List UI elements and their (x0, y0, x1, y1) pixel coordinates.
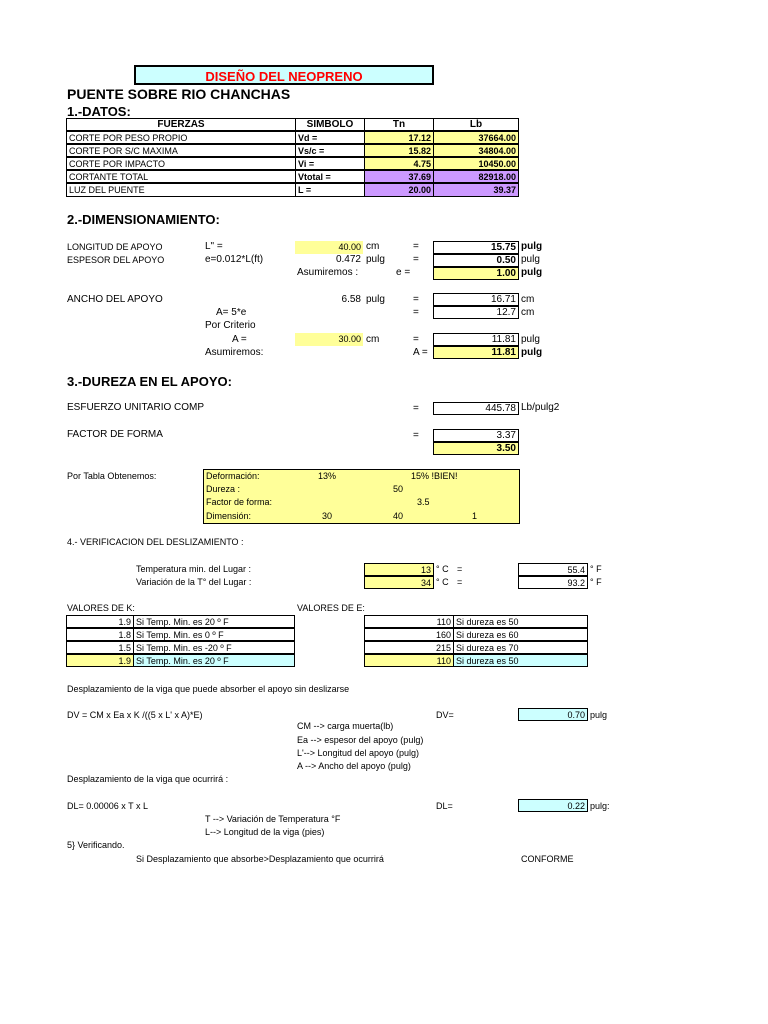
pulg-unit: pulg (521, 347, 543, 358)
fuerza-cell: CORTE POR IMPACTO (66, 157, 296, 170)
page-title: DISEÑO DEL NEOPRENO (205, 69, 363, 84)
fuerza-cell: CORTE POR S/C MAXIMA (66, 144, 296, 157)
unit-c: ° C (436, 564, 449, 574)
a5e-result: 12.7 (433, 306, 519, 319)
factor-forma-label: Factor de forma: (206, 497, 273, 507)
factor-forma-value: 3.5 (417, 497, 430, 507)
desp-absorbe-label: Desplazamiento de la viga que puede absorber el apoyo sin deslizarse (67, 684, 350, 694)
asumiremos2-label: Asumiremos: (205, 347, 264, 358)
dureza-value: 50 (393, 484, 404, 494)
dv-label: DV= (436, 710, 454, 720)
header-lb: Lb (433, 118, 519, 131)
desp-ocurrira-label: Desplazamiento de la viga que ocurrirá : (67, 774, 229, 784)
temp-var-label: Variación de la T° del Lugar : (136, 577, 252, 587)
deformacion-v1: 13% (318, 471, 337, 481)
espesor-label: ESPESOR DEL APOYO (67, 255, 165, 265)
unit-f: ° F (590, 564, 602, 574)
a-unit: cm (366, 334, 380, 345)
espesor-unit: pulg (366, 254, 385, 265)
k-value: 1.8 (66, 628, 134, 641)
equals-sign: = (413, 294, 419, 305)
esfuerzo-unit: Lb/pulg2 (521, 402, 560, 413)
k-value: 1.9 (66, 615, 134, 628)
longitud-value[interactable]: 40.00 (295, 241, 363, 254)
legend-t: T --> Variación de Temperatura °F (205, 814, 341, 824)
espesor-formula: e=0.012*L(ft) (205, 254, 264, 265)
e-value: 160 (364, 628, 454, 641)
dv-formula: DV = CM x Ea x K /((5 x L' x A)*E) (67, 710, 203, 720)
e-desc: Si dureza es 50 (453, 615, 588, 628)
asumiremos2-result[interactable]: 11.81 (433, 346, 519, 359)
equals-sign: = (413, 334, 419, 345)
cm-unit: cm (521, 294, 535, 305)
legend-a: A --> Ancho del apoyo (pulg) (297, 761, 411, 771)
equals-sign: = (457, 564, 463, 574)
dimension-value: 30 (322, 511, 333, 521)
verificando-label: 5} Verificando. (67, 840, 125, 850)
e-value: 110 (364, 615, 454, 628)
dureza-label: Dureza : (206, 484, 241, 494)
tabla-box (203, 469, 520, 524)
page-subtitle: PUENTE SOBRE RIO CHANCHAS (67, 86, 291, 102)
ancho-unit: pulg (366, 294, 385, 305)
legend-l: L'--> Longitud del apoyo (pulg) (297, 748, 420, 758)
dl-label: DL= (436, 801, 453, 811)
section2-heading: 2.-DIMENSIONAMIENTO: (67, 212, 220, 227)
k-desc: Si Temp. Min. es 0 º F (133, 628, 295, 641)
valores-k-label: VALORES DE K: (67, 603, 135, 613)
tn-cell[interactable]: 20.00 (364, 183, 434, 197)
temp-min-f: 55.4 (518, 563, 588, 576)
a-eq: A = (232, 334, 247, 345)
asumiremos-label: Asumiremos : (297, 267, 359, 278)
conforme-result: CONFORME (521, 854, 574, 864)
tabla-label: Por Tabla Obtenemos: (67, 471, 157, 481)
pulg-unit: pulg (521, 241, 543, 252)
factor-adopt[interactable]: 3.50 (433, 442, 519, 455)
cm-unit: cm (521, 307, 535, 318)
longitud-result: 15.75 (433, 241, 519, 254)
factor-result: 3.37 (433, 429, 519, 442)
dimension-value: 40 (393, 511, 404, 521)
header-simbolo: SIMBOLO (295, 118, 365, 131)
pulg-unit: pulg (521, 334, 540, 345)
equals-sign: = (413, 254, 419, 265)
unit-c: ° C (436, 577, 449, 587)
espesor-value: 0.472 (335, 254, 361, 265)
lb-cell[interactable]: 10450.00 (433, 157, 519, 170)
condicion-text: Si Desplazamiento que absorbe>Desplazamiento que ocurrirá (136, 854, 384, 864)
section3-heading: 3.-DUREZA EN EL APOYO: (67, 374, 232, 389)
unit-f: ° F (590, 577, 602, 587)
temp-var-c[interactable]: 34 (364, 576, 434, 589)
temp-var-f: 93.2 (518, 576, 588, 589)
valores-e-label: VALORES DE E: (297, 603, 365, 613)
k-value: 1.5 (66, 641, 134, 654)
lb-cell: 82918.00 (433, 170, 519, 183)
lb-cell: 39.37 (433, 183, 519, 197)
ancho-value: 6.58 (341, 294, 361, 305)
lb-cell[interactable]: 37664.00 (433, 131, 519, 144)
simbolo-cell: Vs/c = (295, 144, 365, 157)
a-value[interactable]: 30.00 (295, 333, 363, 346)
asumiremos2-a: A = (413, 347, 428, 358)
esfuerzo-result: 445.78 (433, 402, 519, 415)
asumiremos-e: e = (396, 267, 411, 278)
equals-sign: = (413, 430, 419, 441)
factor-label: FACTOR DE FORMA (67, 429, 163, 440)
asumiremos-result[interactable]: 1.00 (433, 267, 519, 280)
k-desc-selected: Si Temp. Min. es 20 º F (133, 654, 295, 667)
longitud-formula: L" = (205, 241, 223, 252)
deformacion-v2: 15% !BIEN! (411, 471, 458, 481)
dv-value: 0.70 (518, 708, 588, 721)
equals-sign: = (413, 241, 419, 252)
lb-cell[interactable]: 34804.00 (433, 144, 519, 157)
a-result: 11.81 (433, 333, 519, 346)
dv-unit: pulg (590, 710, 608, 720)
fuerza-cell: LUZ DEL PUENTE (66, 183, 296, 197)
k-value-selected[interactable]: 1.9 (66, 654, 134, 667)
e-value-selected[interactable]: 110 (364, 654, 454, 667)
fuerza-cell: CORTANTE TOTAL (66, 170, 296, 183)
por-criterio: Por Criterio (205, 320, 256, 331)
k-desc: Si Temp. Min. es 20 º F (133, 615, 295, 628)
fuerza-cell: CORTE POR PESO PROPIO (66, 131, 296, 144)
simbolo-cell: Vtotal = (295, 170, 365, 183)
dl-value: 0.22 (518, 799, 588, 812)
dimension-label: Dimensión: (206, 511, 252, 521)
simbolo-cell: L = (295, 183, 365, 197)
deformacion-label: Deformación: (206, 471, 260, 481)
a5e-formula: A= 5*e (216, 307, 247, 318)
simbolo-cell: Vi = (295, 157, 365, 170)
title-box (134, 65, 434, 85)
longitud-label: LONGITUD DE APOYO (67, 242, 163, 252)
e-value: 215 (364, 641, 454, 654)
header-tn: Tn (364, 118, 434, 131)
tn-cell[interactable]: 15.82 (364, 144, 434, 157)
longitud-unit: cm (366, 241, 380, 252)
equals-sign: = (457, 577, 463, 587)
dl-unit: pulg: (590, 801, 610, 811)
legend-lv: L--> Longitud de la viga (pies) (205, 827, 325, 837)
dl-formula: DL= 0.00006 x T x L (67, 801, 148, 811)
tn-cell[interactable]: 4.75 (364, 157, 434, 170)
section4-heading: 4.- VERIFICACION DEL DESLIZAMIENTO : (67, 537, 244, 547)
e-desc-selected: Si dureza es 50 (453, 654, 588, 667)
ancho-label: ANCHO DEL APOYO (67, 294, 163, 305)
legend-cm: CM --> carga muerta(lb) (297, 721, 394, 731)
tn-cell: 37.69 (364, 170, 434, 183)
tn-cell[interactable]: 17.12 (364, 131, 434, 144)
pulg-unit: pulg (521, 267, 543, 278)
ancho-result: 16.71 (433, 293, 519, 306)
temp-min-label: Temperatura min. del Lugar : (136, 564, 252, 574)
section1-heading: 1.-DATOS: (67, 104, 131, 119)
espesor-result: 0.50 (433, 254, 519, 267)
dimension-value: 1 (472, 511, 478, 521)
e-desc: Si dureza es 60 (453, 628, 588, 641)
header-fuerzas: FUERZAS (66, 118, 296, 131)
k-desc: Si Temp. Min. es -20 º F (133, 641, 295, 654)
esfuerzo-label: ESFUERZO UNITARIO COMP (67, 402, 205, 413)
equals-sign: = (413, 307, 419, 318)
temp-min-c[interactable]: 13 (364, 563, 434, 576)
simbolo-cell: Vd = (295, 131, 365, 144)
equals-sign: = (413, 403, 419, 414)
e-desc: Si dureza es 70 (453, 641, 588, 654)
legend-ea: Ea --> espesor del apoyo (pulg) (297, 735, 424, 745)
pulg-unit: pulg (521, 254, 540, 265)
